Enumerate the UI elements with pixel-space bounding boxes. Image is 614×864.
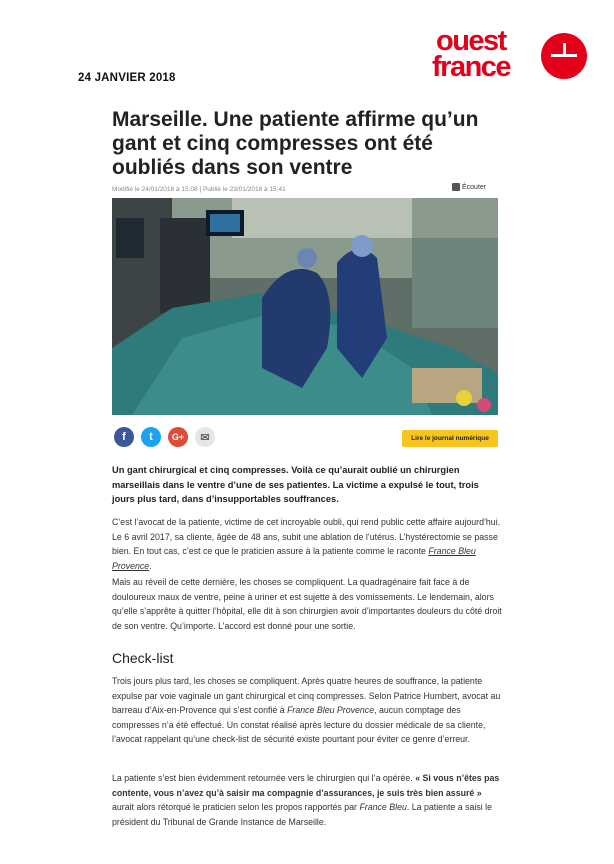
paragraph-4: [112, 771, 504, 829]
article-title: Marseille. Une patiente affirme qu’un gant et cinq compresses ont été oubliés dans son ventre: [112, 108, 479, 179]
edition-date: 24 JANVIER 2018: [78, 72, 176, 84]
speaker-icon: [452, 183, 460, 191]
france-bleu-provence-link[interactable]: France Bleu Provence: [112, 546, 476, 571]
logo-mark-icon: [541, 33, 587, 79]
article-photo: [112, 198, 498, 415]
paragraph-3-text: Trois jours plus tard, les choses se compliquent. Après quatre heures de souffrance, la patiente expulse par voie vaginale un gant chirurgical et cinq compresses. Selon Patrice Humbert, avocat au barreau d’Aix-en-Provence qui s’est confié à: [112, 676, 501, 715]
listen-button[interactable]: [452, 183, 486, 191]
paragraph-1-end: .: [149, 560, 152, 571]
subheading-checklist: Check-list: [112, 650, 174, 666]
share-bar: [114, 427, 215, 447]
paragraph-4-mid: aurait alors rétorqué le praticien selon les propos rapportés par: [112, 802, 360, 812]
paragraph-3-source: France Bleu Provence: [287, 705, 375, 715]
paragraph-1: [112, 515, 504, 573]
paragraph-3: [112, 674, 504, 747]
paragraph-2: Mais au réveil de cette dernière, les choses se compliquent. La quadragénaire fait face à de douloureux maux de ventre, peine à uriner et est sujette à des vomissements. Le lendemain, alors qu’elle s’apprête à quitter l’hôpital, elle dit à son chirurgien avoir d’importantes douleurs du côté droit de son ventre. Qu’importe. L’accord est donné pour une sortie.: [112, 577, 502, 631]
paragraph-4-text: La patiente s’est bien évidemment retournée vers le chirurgien qui l’a opérée.: [112, 773, 416, 783]
ouest-france-logo[interactable]: [432, 27, 590, 85]
twitter-icon[interactable]: t: [141, 427, 161, 447]
read-journal-button[interactable]: Lire le journal numérique: [402, 430, 498, 447]
mail-icon[interactable]: ✉: [195, 427, 215, 447]
listen-label: Écouter: [462, 183, 487, 191]
paragraph-3-end: , aucun comptage des compresses n’a été effectué. Un constat réalisé après lecture du dossier médicale de sa cliente, l’avocat rappelant qu’une check-list de sécurité existe pourtant pour éviter ce genre d’erreur.: [112, 705, 486, 744]
paragraph-4-source: France Bleu: [359, 802, 407, 812]
paragraph-4-quote: « Si vous n’êtes pas contente, vous n’avez qu’à saisir ma compagnie d’assurances, je suis très bien assuré »: [112, 773, 500, 798]
google-plus-icon[interactable]: G+: [168, 427, 188, 447]
paragraph-4-end: . La patiente a saisi le président du Tribunal de Grande Instance de Marseille.: [112, 802, 492, 827]
operating-room-image: [112, 198, 498, 415]
paragraph-1-text: C’est l’avocat de la patiente, victime de cet incroyable oubli, qui rend public cette affaire aujourd’hui. Le 6 avril 2017, sa cliente, âgée de 48 ans, subit une ablation de l’utérus. L’hystérectomie se passe bien. En tout cas, c’est ce que le praticien assure à la patiente comme le raconte: [112, 517, 501, 556]
facebook-icon[interactable]: f: [114, 427, 134, 447]
article-lead: Un gant chirurgical et cinq compresses. Voilà ce qu’aurait oublié un chirurgien marseillais dans le ventre d’une de ses patientes. La victime a expulsé le tout, trois jours plus tard, dans d’insupportables souffrances.: [112, 465, 479, 504]
logo-word-ouest: ouest: [436, 25, 506, 57]
article-meta: Modifié le 24/01/2018 à 15:08 | Publié le 23/01/2018 à 15:41: [112, 186, 286, 193]
logo-word-france: france: [432, 51, 511, 83]
